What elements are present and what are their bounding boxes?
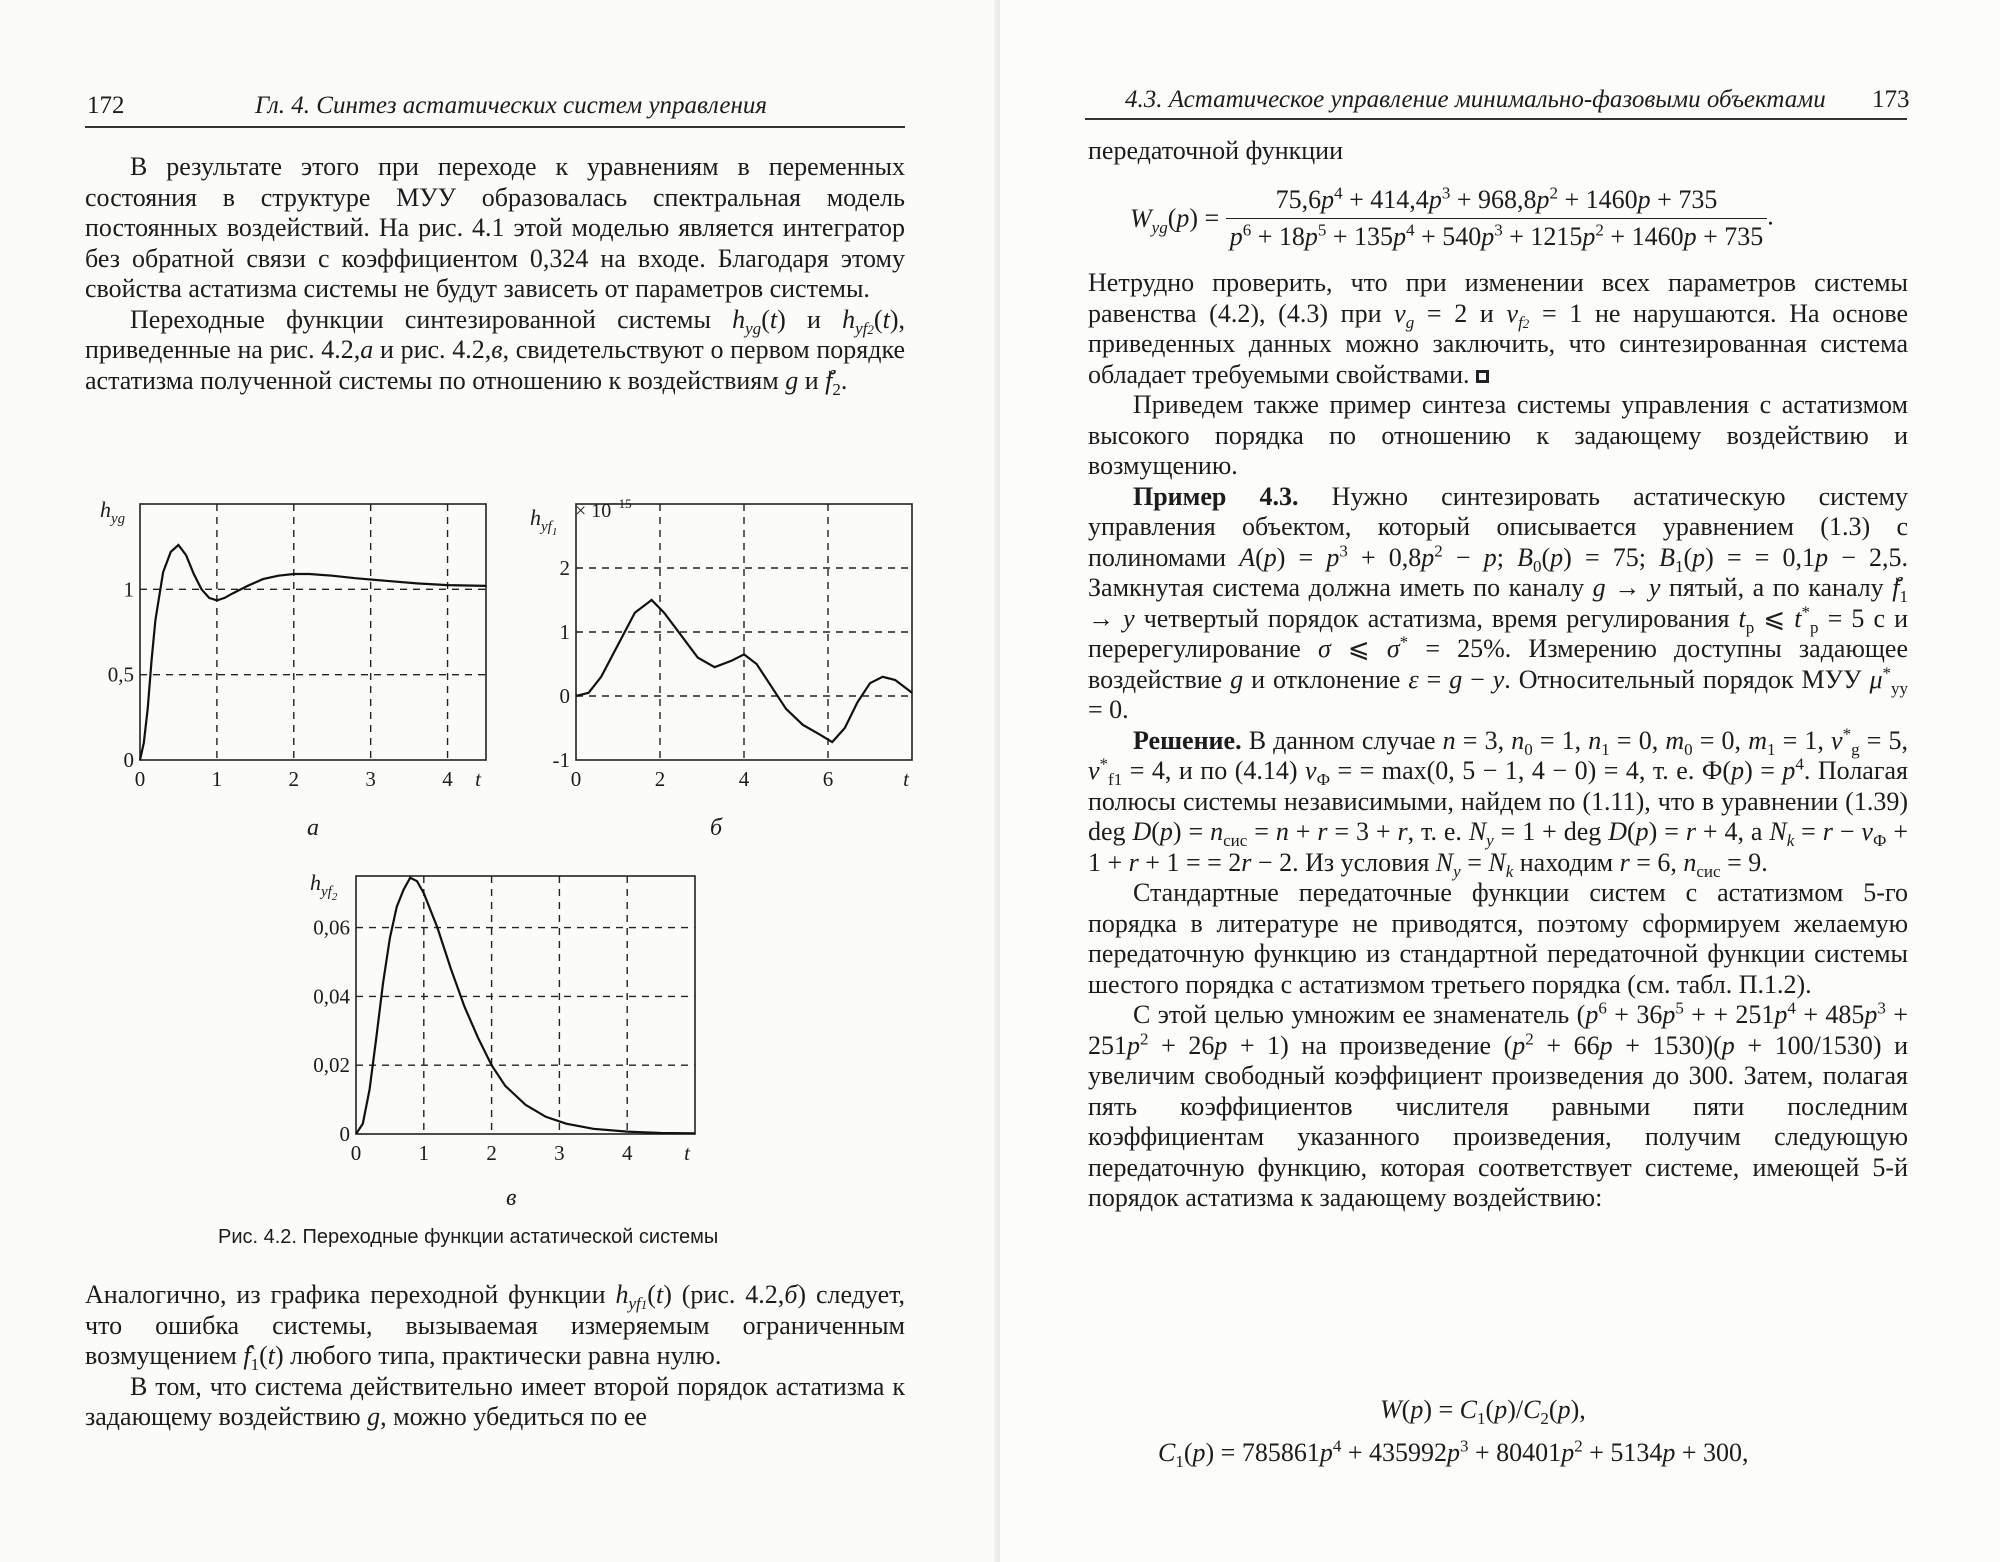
right-paragraph-1: Нетрудно проверить, что при изменении всех параметров системы равенства (4.2), (4.3) при $\nu_g = 2$ и $\nu_{f2} = 1$ не нарушаются. На основе приведенных данных можно заключить, что синтезированная система обладает требуемыми свойствами.: [1088, 268, 1908, 389]
sublabel-v: в: [506, 1185, 517, 1211]
right-paragraph-2: Приведем также пример синтеза системы управления с астатизмом высокого порядка по отношению к задающему воздействию и возмущению.: [1088, 390, 1908, 480]
chart-a: [100, 492, 500, 802]
left-paragraph-2: Переходные функции синтезированной системы $h_{yg}(t)$ и $h_{yf2}(t)$, приведенные на рис. 4.2,а и рис. 4.2,в, свидетельствуют о первом порядке астатизма полученной системы по отношению к воздействиям g и $f_2$.: [85, 304, 905, 399]
chart-b-ytick: -1: [552, 748, 570, 772]
right-running-head: 4.3. Астатическое управление минимально-фазовыми объектами: [1125, 86, 1826, 113]
chart-a-xlabel: t: [475, 767, 481, 791]
chart-a-ytick: 1: [123, 577, 134, 602]
chart-a-xtick: 2: [288, 767, 300, 791]
right-text: [1088, 268, 1908, 1214]
chart-a-xtick: 0: [134, 767, 146, 791]
chart-b-xtick: 6: [822, 767, 834, 791]
left-paragraph-3: Аналогично, из графика переходной функции $h_{yf1}(t)$ (рис. 4.2,б) следует, что ошибка системы, вызываемая измеряемым ограниченным возмущением $f_1(t)$ любого типа, практически равна нулю.: [85, 1280, 906, 1375]
left-running-head: Гл. 4. Синтез астатических систем управления: [255, 92, 768, 119]
chart-v-ytick: 0,02: [313, 1053, 350, 1078]
chart-b-xtick: 0: [570, 767, 582, 791]
chart-a-ytick: 0: [123, 748, 134, 772]
chart-b-ytick: 2: [559, 556, 570, 580]
figure-caption: Рис. 4.2. Переходные функции астатической системы: [218, 1226, 719, 1248]
right-page-number: 173: [1872, 86, 1910, 113]
chart-v-xlabel: t: [684, 1141, 690, 1165]
chart-b-xtick: 2: [654, 767, 666, 791]
chart-a-xtick: 4: [442, 767, 453, 791]
qed-mark: [1476, 370, 1489, 383]
left-page-number: 172: [87, 92, 125, 119]
left-text-top: [85, 152, 905, 399]
right-paragraph-4: Решение. В данном случае n = 3, $n_0 = 1$, $n_1 = 0$, $m_0 = 0$, $m_1 = 1$, $\nu^*_g = 5$, $\nu^*_{f1} = 4$, и по (4.14) $\nu_Ф$ = = max(0, 5 − 1, 4 − 0) = 4, т. е. $Ф(p) = p^4$. Полагая полюсы системы независимыми, найдем по (1.11), что в уравнении (1.39) deg $D(p) = n_{сис} = n + r = 3 + r$, т. е. $N_y = 1$ + deg D(p) = r + 4, а $N_k = r - \nu_Ф + 1 + r + 1$ = = 2r − 2. Из условия $N_y = N_k$ находим r = 6, $n_{сис} = 9$.: [1088, 723, 1909, 881]
chart-v-ytick: 0,04: [313, 984, 350, 1009]
left-paragraph-4: В том, что система действительно имеет второй порядок астатизма к задающему воздействию g, можно убедиться по ее: [85, 1371, 905, 1431]
formula-W-yg: $W_{yg}(p)$ = $\frac{75,6p^4 + 414,4p^3 + 968,8p^2 + 1460p + 735}{p^6 + 18p^5 + 135p^4 + 540p^3 + 1215p^2 + 1460p + 735}$ .: [1130, 183, 1774, 251]
left-paragraph-1: В результате этого при переходе к уравнениям в переменных состояния в структуре МУУ образовалась спектральная модель постоянных воздействий. На рис. 4.1 этой моделью является интегратор без обратной связи с коэффициентом 0,324 на входе. Благодаря этому свойства астатизма системы не будут зависеть от параметров системы.: [85, 152, 905, 303]
chart-v-xtick: 3: [554, 1141, 565, 1165]
sublabel-b: б: [710, 815, 723, 841]
right-paragraph-6: С этой целью умножим ее знаменатель ($p^6 + 36p^5$ + + $251p^4 + 485p^3 + 251p^2 + 26p + 1$) на произведение $(p^2 + 66p + 1530)(p + 100/1530)$ и увеличим свободный коэффициент произведения до 300. Затем, полагая пять коэффициентов числителя равными пяти последним коэффициентам указанного произведения, получим следующую передаточную функцию, которая соответствует системе, имеющей 5-й порядок астатизма к задающему воздействию:: [1088, 998, 1908, 1212]
sublabel-a: а: [307, 815, 319, 841]
right-paragraph-5: Стандартные передаточные функции систем с астатизмом 5-го порядка в литературе не приводятся, поэтому сформируем желаемую передаточную функцию из стандартной передаточной функции системы шестого порядка с астатизмом третьего порядка (см. табл. П.1.2).: [1088, 878, 1908, 999]
chart-a-xtick: 3: [365, 767, 376, 791]
chart-a-frame: [140, 504, 486, 760]
chart-b-xlabel: t: [903, 767, 909, 791]
chart-b-xtick: 4: [738, 767, 750, 791]
chart-a-curve: [140, 545, 486, 760]
formula-W-yg-fraction: $\frac{75,6p^4 + 414,4p^3 + 968,8p^2 + 1460p + 735}{p^6 + 18p^5 + 135p^4 + 540p^3 + 1215p^2 + 1460p + 735}$: [1226, 185, 1768, 252]
chart-b: [525, 492, 925, 802]
chart-v-curve: [356, 878, 695, 1134]
chart-v-xtick: 0: [350, 1141, 362, 1165]
chart-a-xtick: 1: [211, 767, 223, 791]
chart-b-scale: × $10^{-15}$: [575, 496, 632, 522]
chart-b-ytick: 0: [559, 684, 570, 708]
chart-b-frame: [576, 504, 912, 760]
chart-a-ytick: 0,5: [107, 662, 134, 687]
chart-b-ylabel: $h_{yf}1$: [530, 505, 558, 538]
formula-W: $W(p) = C_1(p)/C_2(p)$,: [1380, 1395, 1586, 1429]
chart-v-frame: [356, 876, 695, 1134]
formula-C1: $C_1(p) = 785861p^4 + 435992p^3 + 80401p^2 + 5134p + 300$,: [1158, 1436, 1749, 1472]
right-header-rule: [1085, 118, 1907, 120]
right-intro: передаточной функции: [1088, 136, 1343, 165]
right-paragraph-3: Пример 4.3. Нужно синтезировать астатическую систему управления объектом, который описывается уравнением (1.3) с полиномами $A(p) = p^3 + 0,8p^2 - p$; $B_0(p) = 75$; $B_1(p)$ = = 0,1p − 2,5. Замкнутая система должна иметь по каналу g → y пятый, а по каналу $f_1 \to y$ четвертый порядок астатизма, время регулирования $t_р$ ⩽ $t^*_р = 5$ с и перерегулирование σ ⩽ σ* = 25%. Измерению доступны задающее воздействие g и отклонение ε = g − y. Относительный порядок МУУ $\mu^*_{уу} = 0$.: [1088, 481, 1908, 724]
chart-v-ytick: 0: [339, 1122, 350, 1146]
chart-b-ytick: 1: [559, 620, 570, 644]
left-header-rule: [85, 126, 905, 128]
right-page: [1000, 0, 2000, 1562]
chart-v: [290, 862, 710, 1172]
chart-a-ylabel: $h_{yg}$: [100, 497, 126, 527]
chart-v-xtick: 2: [486, 1141, 497, 1165]
chart-v-xtick: 4: [621, 1141, 633, 1165]
chart-v-xtick: 1: [418, 1141, 430, 1165]
left-text-bottom: [85, 1280, 905, 1433]
chart-v-ytick: 0,06: [313, 915, 350, 940]
chart-v-ylabel: $h_{yf}2$: [310, 870, 338, 903]
